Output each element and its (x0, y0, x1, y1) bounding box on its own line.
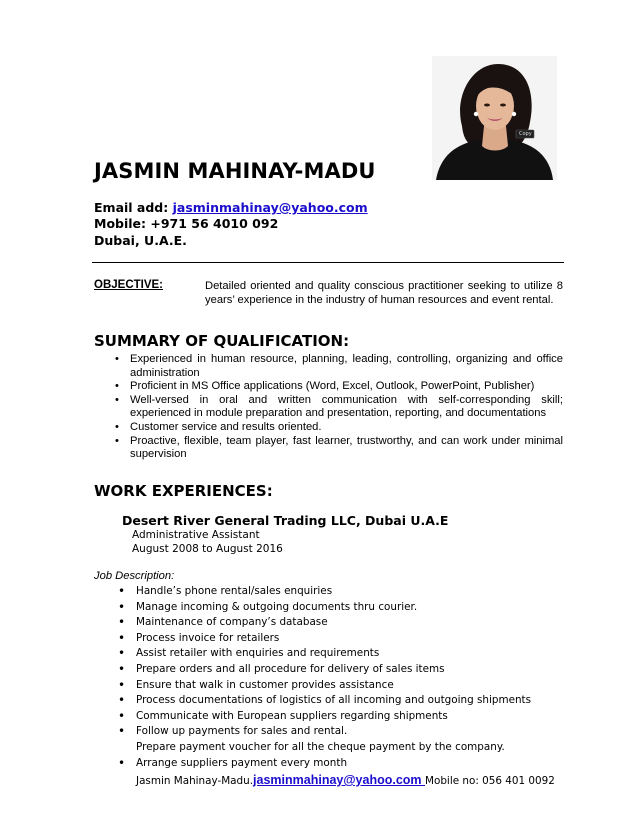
duty-item: • Communicate with European suppliers regarding shipments (136, 709, 556, 725)
summary-list (130, 353, 563, 462)
mobile-line: Mobile: +971 56 4010 092 (94, 216, 279, 231)
duty-item: • Ensure that walk in customer provides assistance (136, 678, 556, 694)
company-name: Desert River General Trading LLC, Dubai U.A.E (122, 513, 449, 528)
person-portrait-icon (432, 56, 557, 180)
duty-item: • Arrange suppliers payment every month (136, 756, 556, 772)
objective-label: OBJECTIVE: (94, 279, 164, 291)
duties-list (136, 584, 556, 771)
city-line: Dubai, U.A.E. (94, 233, 187, 248)
summary-item: • Well-versed in oral and written communication with self-corresponding skill; experienced in module preparation and presentation, reporting, and documentations (130, 394, 563, 421)
summary-item: • Experienced in human resource, planning, leading, controlling, organizing and office administration (130, 353, 563, 380)
duty-item: • Prepare orders and all procedure for delivery of sales items (136, 662, 556, 678)
footer-mobile: Mobile no: 056 401 0092 (425, 775, 555, 787)
summary-item: • Customer service and results oriented. (130, 421, 563, 435)
summary-item: • Proficient in MS Office applications (Word, Excel, Outlook, PowerPoint, Publisher) (130, 380, 563, 394)
duty-item: • Process invoice for retailers (136, 631, 556, 647)
work-heading: WORK EXPERIENCES: (94, 482, 273, 500)
duty-item: • Handle’s phone rental/sales enquiries (136, 584, 556, 600)
summary-item: • Proactive, flexible, team player, fast learner, trustworthy, and can work under minimal supervision (130, 435, 563, 462)
email-link[interactable]: jasminmahinay@yahoo.com (172, 200, 368, 215)
duty-item: • Assist retailer with enquiries and requirements (136, 646, 556, 662)
header-divider (92, 262, 564, 263)
photo-badge-label: Copy (519, 131, 532, 137)
email-line (94, 200, 368, 215)
page-footer (136, 773, 555, 787)
job-title: Administrative Assistant (132, 529, 260, 541)
summary-heading: SUMMARY OF QUALIFICATION: (94, 332, 350, 350)
employment-dates: August 2008 to August 2016 (132, 543, 283, 555)
job-description-label: Job Description: (94, 570, 175, 582)
footer-email-link[interactable]: jasminmahinay@yahoo.com (253, 773, 426, 787)
duty-item: • Maintenance of company’s database (136, 615, 556, 631)
duty-item: • Manage incoming & outgoing documents thru courier. (136, 600, 556, 616)
objective-text: Detailed oriented and quality conscious practitioner seeking to utilize 8 years’ experience in the industry of human resources and event rental. (205, 280, 563, 306)
footer-name: Jasmin Mahinay-Madu. (136, 775, 254, 787)
duty-item: • Process documentations of logistics of all incoming and outgoing shipments (136, 693, 556, 709)
duty-item: • Follow up payments for sales and rental. (136, 724, 556, 740)
candidate-name: JASMIN MAHINAY-MADU (94, 159, 376, 183)
email-label: Email add: (94, 200, 169, 215)
duty-item-continuation: Prepare payment voucher for all the cheque payment by the company. (136, 740, 505, 753)
profile-photo (432, 56, 557, 180)
